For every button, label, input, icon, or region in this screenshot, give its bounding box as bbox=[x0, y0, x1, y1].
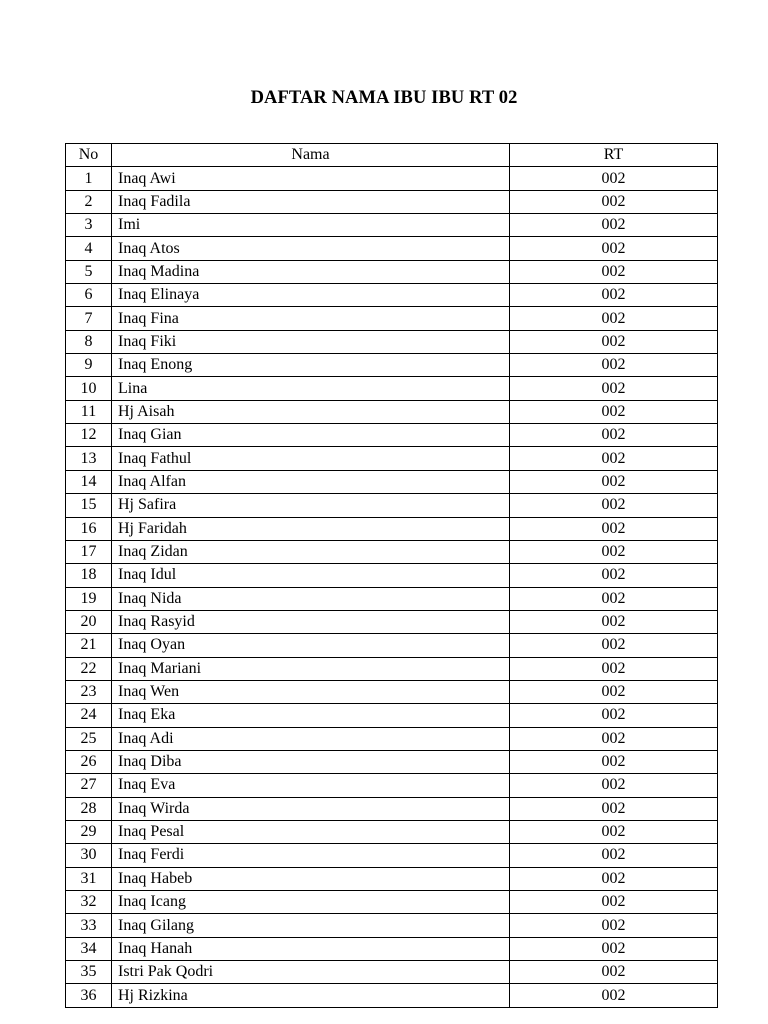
row-rt: 002 bbox=[510, 540, 718, 563]
table-row bbox=[66, 190, 718, 213]
table-row bbox=[66, 564, 718, 587]
row-number: 6 bbox=[66, 284, 112, 307]
row-number: 15 bbox=[66, 494, 112, 517]
column-header-nama: Nama bbox=[112, 144, 510, 167]
table-row bbox=[66, 984, 718, 1007]
row-number: 29 bbox=[66, 820, 112, 843]
table-row bbox=[66, 797, 718, 820]
row-number: 27 bbox=[66, 774, 112, 797]
table-row bbox=[66, 307, 718, 330]
row-number: 18 bbox=[66, 564, 112, 587]
row-rt: 002 bbox=[510, 400, 718, 423]
row-name: Inaq Gilang bbox=[112, 914, 510, 937]
column-header-no: No bbox=[66, 144, 112, 167]
table-row bbox=[66, 704, 718, 727]
table-row bbox=[66, 424, 718, 447]
column-header-rt: RT bbox=[510, 144, 718, 167]
row-number: 19 bbox=[66, 587, 112, 610]
table-row bbox=[66, 260, 718, 283]
row-name: Inaq Rasyid bbox=[112, 610, 510, 633]
row-name: Inaq Zidan bbox=[112, 540, 510, 563]
row-rt: 002 bbox=[510, 867, 718, 890]
row-number: 8 bbox=[66, 330, 112, 353]
row-rt: 002 bbox=[510, 797, 718, 820]
table-row bbox=[66, 400, 718, 423]
table-row bbox=[66, 750, 718, 773]
table-row bbox=[66, 727, 718, 750]
row-name: Inaq Fadila bbox=[112, 190, 510, 213]
row-name: Inaq Wirda bbox=[112, 797, 510, 820]
row-number: 24 bbox=[66, 704, 112, 727]
row-name: Inaq Eka bbox=[112, 704, 510, 727]
row-rt: 002 bbox=[510, 470, 718, 493]
table-body bbox=[66, 167, 718, 1007]
table-row bbox=[66, 377, 718, 400]
row-rt: 002 bbox=[510, 424, 718, 447]
table-row bbox=[66, 680, 718, 703]
table-row bbox=[66, 540, 718, 563]
row-number: 1 bbox=[66, 167, 112, 190]
row-name: Inaq Elinaya bbox=[112, 284, 510, 307]
row-number: 30 bbox=[66, 844, 112, 867]
row-rt: 002 bbox=[510, 680, 718, 703]
row-name: Inaq Pesal bbox=[112, 820, 510, 843]
row-number: 31 bbox=[66, 867, 112, 890]
row-rt: 002 bbox=[510, 330, 718, 353]
row-name: Inaq Fina bbox=[112, 307, 510, 330]
row-rt: 002 bbox=[510, 961, 718, 984]
table-row bbox=[66, 937, 718, 960]
table-row bbox=[66, 820, 718, 843]
row-name: Inaq Icang bbox=[112, 891, 510, 914]
row-name: Hj Rizkina bbox=[112, 984, 510, 1007]
table-row bbox=[66, 284, 718, 307]
row-number: 7 bbox=[66, 307, 112, 330]
row-rt: 002 bbox=[510, 891, 718, 914]
row-name: Inaq Diba bbox=[112, 750, 510, 773]
row-number: 2 bbox=[66, 190, 112, 213]
table-row bbox=[66, 330, 718, 353]
row-number: 16 bbox=[66, 517, 112, 540]
row-rt: 002 bbox=[510, 727, 718, 750]
row-name: Inaq Oyan bbox=[112, 634, 510, 657]
row-name: Hj Safira bbox=[112, 494, 510, 517]
table-row bbox=[66, 867, 718, 890]
row-name: Hj Faridah bbox=[112, 517, 510, 540]
row-name: Inaq Gian bbox=[112, 424, 510, 447]
row-name: Inaq Enong bbox=[112, 354, 510, 377]
row-rt: 002 bbox=[510, 587, 718, 610]
row-name: Inaq Idul bbox=[112, 564, 510, 587]
header-row bbox=[66, 144, 718, 167]
row-rt: 002 bbox=[510, 167, 718, 190]
row-number: 21 bbox=[66, 634, 112, 657]
row-rt: 002 bbox=[510, 214, 718, 237]
row-rt: 002 bbox=[510, 937, 718, 960]
row-name: Inaq Awi bbox=[112, 167, 510, 190]
row-number: 35 bbox=[66, 961, 112, 984]
row-rt: 002 bbox=[510, 190, 718, 213]
row-name: Inaq Nida bbox=[112, 587, 510, 610]
row-number: 3 bbox=[66, 214, 112, 237]
row-number: 25 bbox=[66, 727, 112, 750]
row-number: 23 bbox=[66, 680, 112, 703]
table-row bbox=[66, 214, 718, 237]
row-rt: 002 bbox=[510, 914, 718, 937]
row-number: 32 bbox=[66, 891, 112, 914]
row-name: Inaq Wen bbox=[112, 680, 510, 703]
row-rt: 002 bbox=[510, 354, 718, 377]
table-row bbox=[66, 517, 718, 540]
row-rt: 002 bbox=[510, 657, 718, 680]
row-rt: 002 bbox=[510, 284, 718, 307]
table-row bbox=[66, 914, 718, 937]
names-table bbox=[65, 143, 718, 1008]
row-rt: 002 bbox=[510, 307, 718, 330]
table-row bbox=[66, 587, 718, 610]
row-name: Inaq Mariani bbox=[112, 657, 510, 680]
row-number: 5 bbox=[66, 260, 112, 283]
row-number: 17 bbox=[66, 540, 112, 563]
row-number: 36 bbox=[66, 984, 112, 1007]
row-rt: 002 bbox=[510, 377, 718, 400]
row-number: 12 bbox=[66, 424, 112, 447]
row-number: 34 bbox=[66, 937, 112, 960]
row-number: 26 bbox=[66, 750, 112, 773]
table-row bbox=[66, 844, 718, 867]
row-name: Inaq Habeb bbox=[112, 867, 510, 890]
row-rt: 002 bbox=[510, 750, 718, 773]
row-name: Inaq Fiki bbox=[112, 330, 510, 353]
table-header bbox=[66, 144, 718, 167]
row-rt: 002 bbox=[510, 260, 718, 283]
row-name: Inaq Madina bbox=[112, 260, 510, 283]
row-number: 9 bbox=[66, 354, 112, 377]
table-row bbox=[66, 610, 718, 633]
row-number: 10 bbox=[66, 377, 112, 400]
row-rt: 002 bbox=[510, 610, 718, 633]
row-rt: 002 bbox=[510, 820, 718, 843]
row-number: 28 bbox=[66, 797, 112, 820]
row-rt: 002 bbox=[510, 774, 718, 797]
row-number: 22 bbox=[66, 657, 112, 680]
row-name: Imi bbox=[112, 214, 510, 237]
row-number: 11 bbox=[66, 400, 112, 423]
row-name: Hj Aisah bbox=[112, 400, 510, 423]
row-number: 20 bbox=[66, 610, 112, 633]
row-number: 33 bbox=[66, 914, 112, 937]
page-title: DAFTAR NAMA IBU IBU RT 02 bbox=[250, 88, 518, 108]
row-name: Inaq Hanah bbox=[112, 937, 510, 960]
table-row bbox=[66, 891, 718, 914]
row-number: 4 bbox=[66, 237, 112, 260]
row-rt: 002 bbox=[510, 984, 718, 1007]
row-name: Inaq Atos bbox=[112, 237, 510, 260]
row-rt: 002 bbox=[510, 564, 718, 587]
table-row bbox=[66, 354, 718, 377]
row-name: Istri Pak Qodri bbox=[112, 961, 510, 984]
row-rt: 002 bbox=[510, 517, 718, 540]
row-name: Inaq Adi bbox=[112, 727, 510, 750]
row-name: Inaq Alfan bbox=[112, 470, 510, 493]
row-name: Inaq Eva bbox=[112, 774, 510, 797]
table-row bbox=[66, 470, 718, 493]
row-rt: 002 bbox=[510, 704, 718, 727]
table-row bbox=[66, 657, 718, 680]
row-number: 14 bbox=[66, 470, 112, 493]
table-row bbox=[66, 447, 718, 470]
table-row bbox=[66, 774, 718, 797]
table-row bbox=[66, 167, 718, 190]
row-rt: 002 bbox=[510, 494, 718, 517]
table-row bbox=[66, 237, 718, 260]
table-row bbox=[66, 634, 718, 657]
row-rt: 002 bbox=[510, 447, 718, 470]
row-rt: 002 bbox=[510, 844, 718, 867]
row-name: Inaq Fathul bbox=[112, 447, 510, 470]
row-rt: 002 bbox=[510, 634, 718, 657]
row-rt: 002 bbox=[510, 237, 718, 260]
row-name: Lina bbox=[112, 377, 510, 400]
row-number: 13 bbox=[66, 447, 112, 470]
table-row bbox=[66, 961, 718, 984]
row-name: Inaq Ferdi bbox=[112, 844, 510, 867]
table-row bbox=[66, 494, 718, 517]
